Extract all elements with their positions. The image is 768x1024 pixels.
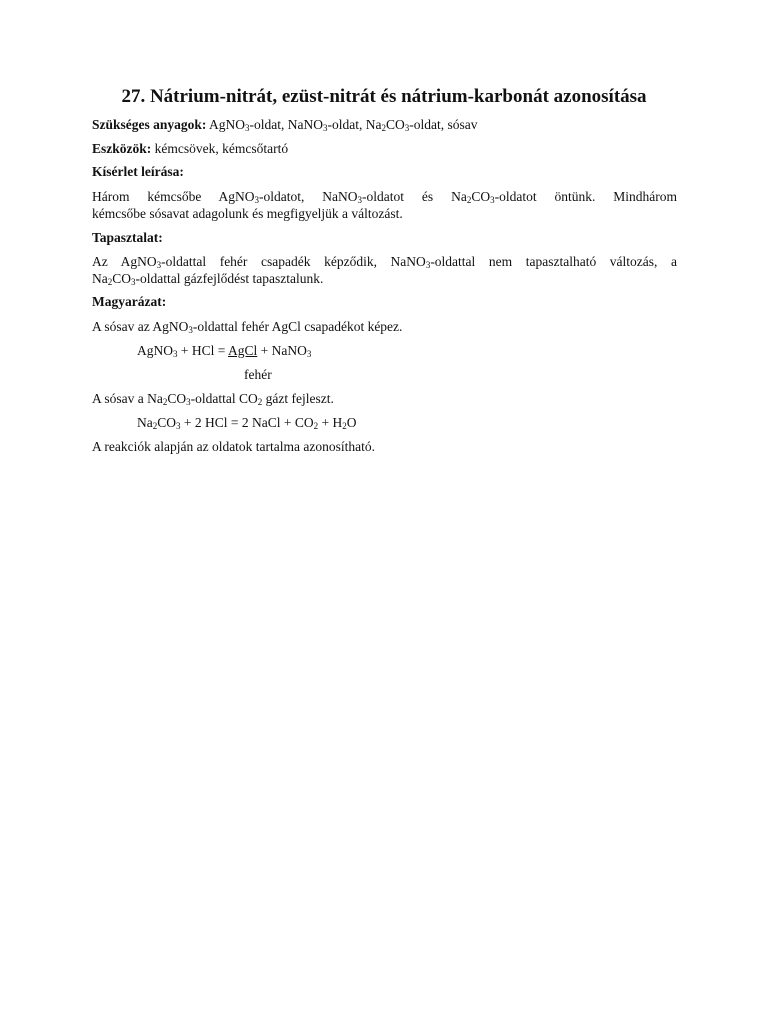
subscript: 3	[176, 421, 181, 431]
conclusion-line: A reakciók alapján az oldatok tartalma azonosítható.	[92, 439, 376, 454]
explanation-heading-text: Magyarázat:	[92, 294, 167, 309]
materials-text-2: -oldat, NaNO	[249, 117, 324, 132]
text-run: CO	[112, 271, 132, 286]
subscript: 3	[490, 195, 495, 205]
subscript: 3	[323, 123, 328, 133]
tools-line	[92, 141, 677, 157]
text-run: -oldattal fehér AgCl csapadékot képez.	[192, 319, 403, 334]
text-run: -oldatot, NaNO	[259, 189, 358, 204]
equation-1	[137, 343, 722, 359]
text-run: + NaNO	[257, 343, 307, 358]
precipitate-agcl: AgCl	[228, 343, 258, 358]
text-run: CO	[471, 189, 491, 204]
subscript: 3	[173, 349, 178, 359]
text-run: -oldattal fehér csapadék képződik, NaNO	[161, 254, 426, 269]
subscript: 2	[257, 397, 263, 407]
subscript: 2	[162, 397, 168, 407]
materials-text-4: CO	[386, 117, 405, 132]
text-run: + 2 HCl = 2 NaCl + CO	[180, 415, 314, 430]
description-line-1	[92, 189, 677, 205]
text-run: CO	[157, 415, 177, 430]
equation-2	[137, 415, 722, 431]
subscript: 3	[306, 349, 312, 359]
tools-text: kémcsövek, kémcsőtartó	[151, 141, 289, 156]
subscript: 3	[245, 123, 250, 133]
subscript: 2	[152, 421, 158, 431]
text-run: gázt fejleszt.	[262, 391, 334, 406]
subscript: 2	[342, 421, 347, 431]
text-run: AgNO	[137, 343, 173, 358]
subscript: 3	[188, 325, 193, 335]
text-run: -oldatot és Na	[362, 189, 467, 204]
description-line-2: kémcsőbe sósavat adagolunk és megfigyeljük a változást.	[92, 206, 403, 221]
observation-line-1	[92, 254, 677, 270]
subscript: 3	[156, 260, 162, 270]
subscript: 3	[186, 397, 191, 407]
materials-text-3: -oldat, Na	[327, 117, 382, 132]
description-heading	[92, 164, 677, 180]
description-heading-text: Kísérlet leírása:	[92, 164, 184, 179]
text-run: -oldattal nem tapasztalható változás, a	[430, 254, 678, 269]
materials-text-5: -oldat, sósav	[409, 117, 478, 132]
text-run: -oldattal gázfejlődést tapasztalunk.	[135, 271, 324, 286]
text-run: Az AgNO	[92, 254, 157, 269]
subscript: 2	[313, 421, 319, 431]
subscript: 2	[107, 277, 113, 287]
materials-line	[92, 117, 677, 133]
text-run: Na	[137, 415, 153, 430]
precipitate-color-note: fehér	[244, 367, 272, 382]
subscript: 2	[466, 195, 472, 205]
subscript: 2	[381, 123, 387, 133]
explanation-line-1	[92, 319, 677, 335]
explanation-line-2	[92, 391, 677, 407]
subscript: 3	[425, 260, 431, 270]
text-run: Na	[92, 271, 108, 286]
text-run: + H	[318, 415, 343, 430]
subscript: 3	[404, 123, 410, 133]
materials-label: Szükséges anyagok:	[92, 117, 207, 132]
observation-heading-text: Tapasztalat:	[92, 230, 163, 245]
explanation-heading	[92, 294, 677, 310]
subscript: 3	[357, 195, 363, 205]
text-run: A sósav az AgNO	[92, 319, 189, 334]
text-run: Három kémcsőbe AgNO	[92, 189, 255, 204]
page-title: 27. Nátrium-nitrát, ezüst-nitrát és nátrium-karbonát azonosítása	[121, 86, 647, 107]
materials-text-1: AgNO	[206, 117, 246, 132]
observation-line-2	[92, 271, 677, 287]
text-run: CO	[167, 391, 187, 406]
text-run: O	[346, 415, 357, 430]
observation-heading	[92, 230, 677, 246]
subscript: 3	[131, 277, 136, 287]
text-run: + HCl =	[177, 343, 228, 358]
text-run: -oldatot öntünk. Mindhárom	[494, 189, 678, 204]
text-run: -oldattal CO	[190, 391, 258, 406]
subscript: 3	[254, 195, 260, 205]
text-run: A sósav a Na	[92, 391, 163, 406]
tools-label: Eszközök:	[92, 141, 152, 156]
